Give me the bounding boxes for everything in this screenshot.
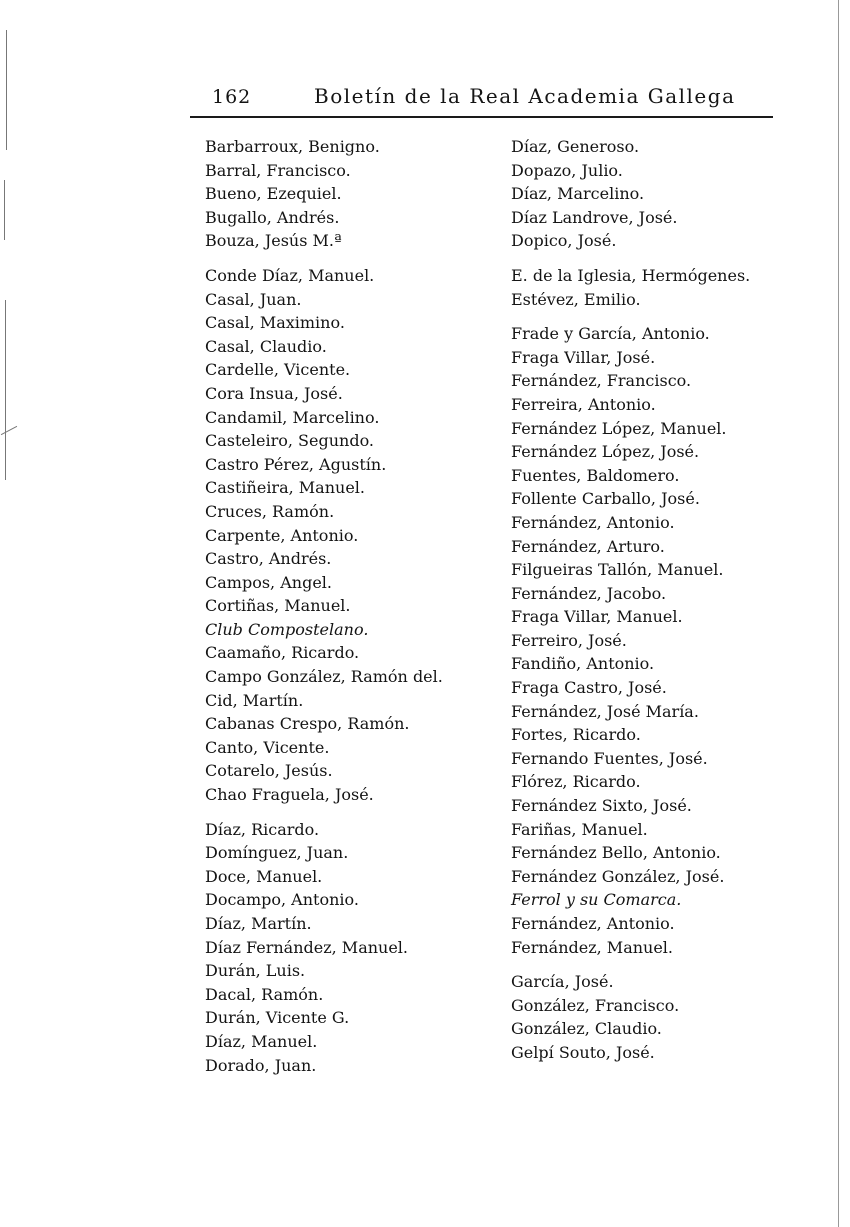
member-entry: Fernández González, José.: [511, 866, 725, 886]
member-entry: Fernández, Jacobo.: [511, 583, 667, 603]
entry-group: [511, 970, 771, 1064]
member-entry: Club Compostelano.: [205, 619, 369, 639]
member-entry: Ferreiro, José.: [511, 630, 627, 650]
member-entry: Cotarelo, Jesús.: [205, 761, 333, 781]
member-entry: Fraga Villar, José.: [511, 347, 656, 367]
member-entry: Fernández, José María.: [511, 701, 699, 721]
member-entry: Durán, Luis.: [205, 961, 306, 981]
member-entry: Casal, Juan.: [205, 289, 302, 309]
member-entry: Carpente, Antonio.: [205, 525, 359, 545]
scan-edge-mark: [1, 426, 17, 435]
right-column: [511, 135, 771, 1065]
member-entry: Fernández López, Manuel.: [511, 418, 727, 438]
running-title: Boletín de la Real Academia Gallega: [314, 84, 736, 108]
member-entry: Bugallo, Andrés.: [205, 207, 340, 227]
member-entry: Fernández, Antonio.: [511, 512, 675, 532]
member-entry: Fernández Bello, Antonio.: [511, 843, 721, 863]
member-entry: Barbarroux, Benigno.: [205, 137, 380, 156]
member-entry: Durán, Vicente G.: [205, 1008, 350, 1028]
entry-group: [511, 322, 771, 959]
member-entry: Estévez, Emilio.: [511, 289, 641, 309]
member-entry: Ferreira, Antonio.: [511, 394, 656, 414]
member-entry: Dopico, José.: [511, 231, 617, 251]
member-entry: Díaz, Ricardo.: [205, 819, 320, 839]
member-entry: García, José.: [511, 972, 614, 992]
member-entry: Cardelle, Vicente.: [205, 360, 351, 380]
member-entry: Candamil, Marcelino.: [205, 407, 380, 427]
member-entry: Gelpí Souto, José.: [511, 1042, 655, 1062]
member-entry: Cabanas Crespo, Ramón.: [205, 714, 410, 734]
member-entry: Cruces, Ramón.: [205, 501, 335, 521]
member-entry: Fandiño, Antonio.: [511, 654, 655, 674]
member-entry: Campos, Angel.: [205, 572, 332, 592]
entry-group: [205, 818, 495, 1078]
member-entry: Doce, Manuel.: [205, 866, 323, 886]
member-entry: Díaz, Manuel.: [205, 1031, 318, 1051]
member-entry: Canto, Vicente.: [205, 737, 330, 757]
member-entry: Fernando Fuentes, José.: [511, 748, 708, 768]
member-entry: Dacal, Ramón.: [205, 984, 324, 1004]
member-entry: Filgueiras Tallón, Manuel.: [511, 560, 724, 580]
member-entry: Fraga Villar, Manuel.: [511, 607, 683, 627]
member-entry: Cora Insua, José.: [205, 383, 343, 403]
member-entry: Fariñas, Manuel.: [511, 819, 648, 839]
scan-edge-mark: [5, 300, 6, 480]
member-entry: Cortiñas, Manuel.: [205, 596, 351, 616]
member-entry: Ferrol y su Comarca.: [511, 890, 682, 910]
member-entry: Domínguez, Juan.: [205, 843, 349, 863]
member-entry: Castro Pérez, Agustín.: [205, 454, 387, 474]
member-entry: Frade y García, Antonio.: [511, 324, 710, 344]
member-entry: Cid, Martín.: [205, 690, 304, 710]
member-entry: Díaz Landrove, José.: [511, 207, 678, 227]
entry-group: [511, 135, 771, 253]
member-entry: Fernández López, José.: [511, 442, 700, 462]
member-entry: González, Claudio.: [511, 1019, 662, 1039]
member-entry: Barral, Francisco.: [205, 160, 351, 180]
member-entry: Fernández, Antonio.: [511, 914, 675, 933]
member-entry: Casal, Claudio.: [205, 336, 327, 356]
scan-edge-mark: [4, 180, 5, 240]
scan-edge-mark: [838, 0, 839, 1227]
entry-group: [205, 135, 495, 253]
member-entry: Bouza, Jesús M.ª: [205, 231, 342, 251]
member-entry: Casteleiro, Segundo.: [205, 431, 375, 451]
member-entry: Dopazo, Julio.: [511, 160, 623, 180]
member-entry: Casal, Maximino.: [205, 313, 345, 333]
member-entry: Dorado, Juan.: [205, 1055, 317, 1075]
member-entry: Campo González, Ramón del.: [205, 667, 443, 687]
entry-group: [511, 264, 771, 311]
member-entry: Fernández, Manuel.: [511, 937, 674, 957]
member-entry: Díaz Fernández, Manuel.: [205, 937, 409, 957]
member-entry: Fraga Castro, José.: [511, 678, 667, 698]
member-entry: Bueno, Ezequiel.: [205, 184, 342, 204]
scan-edge-mark: [6, 30, 7, 150]
member-entry: Castiñeira, Manuel.: [205, 478, 365, 498]
member-entry: Flórez, Ricardo.: [511, 772, 641, 792]
member-entry: Chao Fraguela, José.: [205, 785, 374, 805]
member-entry: Díaz, Generoso.: [511, 137, 640, 156]
member-entry: González, Francisco.: [511, 995, 680, 1015]
member-entry: Follente Carballo, José.: [511, 489, 700, 509]
page-number: 162: [212, 86, 252, 108]
member-entry: Díaz, Martín.: [205, 914, 312, 933]
member-entry: Fernández, Arturo.: [511, 536, 665, 556]
member-entry: Caamaño, Ricardo.: [205, 643, 360, 663]
member-entry: Conde Díaz, Manuel.: [205, 265, 375, 285]
entry-group: [205, 264, 495, 807]
member-entry: Fuentes, Baldomero.: [511, 465, 680, 485]
member-entry: Fortes, Ricardo.: [511, 725, 641, 745]
member-entry: Fernández Sixto, José.: [511, 796, 692, 816]
member-entry: Castro, Andrés.: [205, 549, 332, 569]
page-header: [208, 86, 772, 116]
member-entry: E. de la Iglesia, Hermógenes.: [511, 265, 751, 285]
member-entry: Fernández, Francisco.: [511, 371, 692, 391]
member-entry: Docampo, Antonio.: [205, 890, 359, 910]
header-rule: [190, 116, 773, 118]
member-entry: Díaz, Marcelino.: [511, 184, 645, 204]
left-column: [205, 135, 495, 1077]
